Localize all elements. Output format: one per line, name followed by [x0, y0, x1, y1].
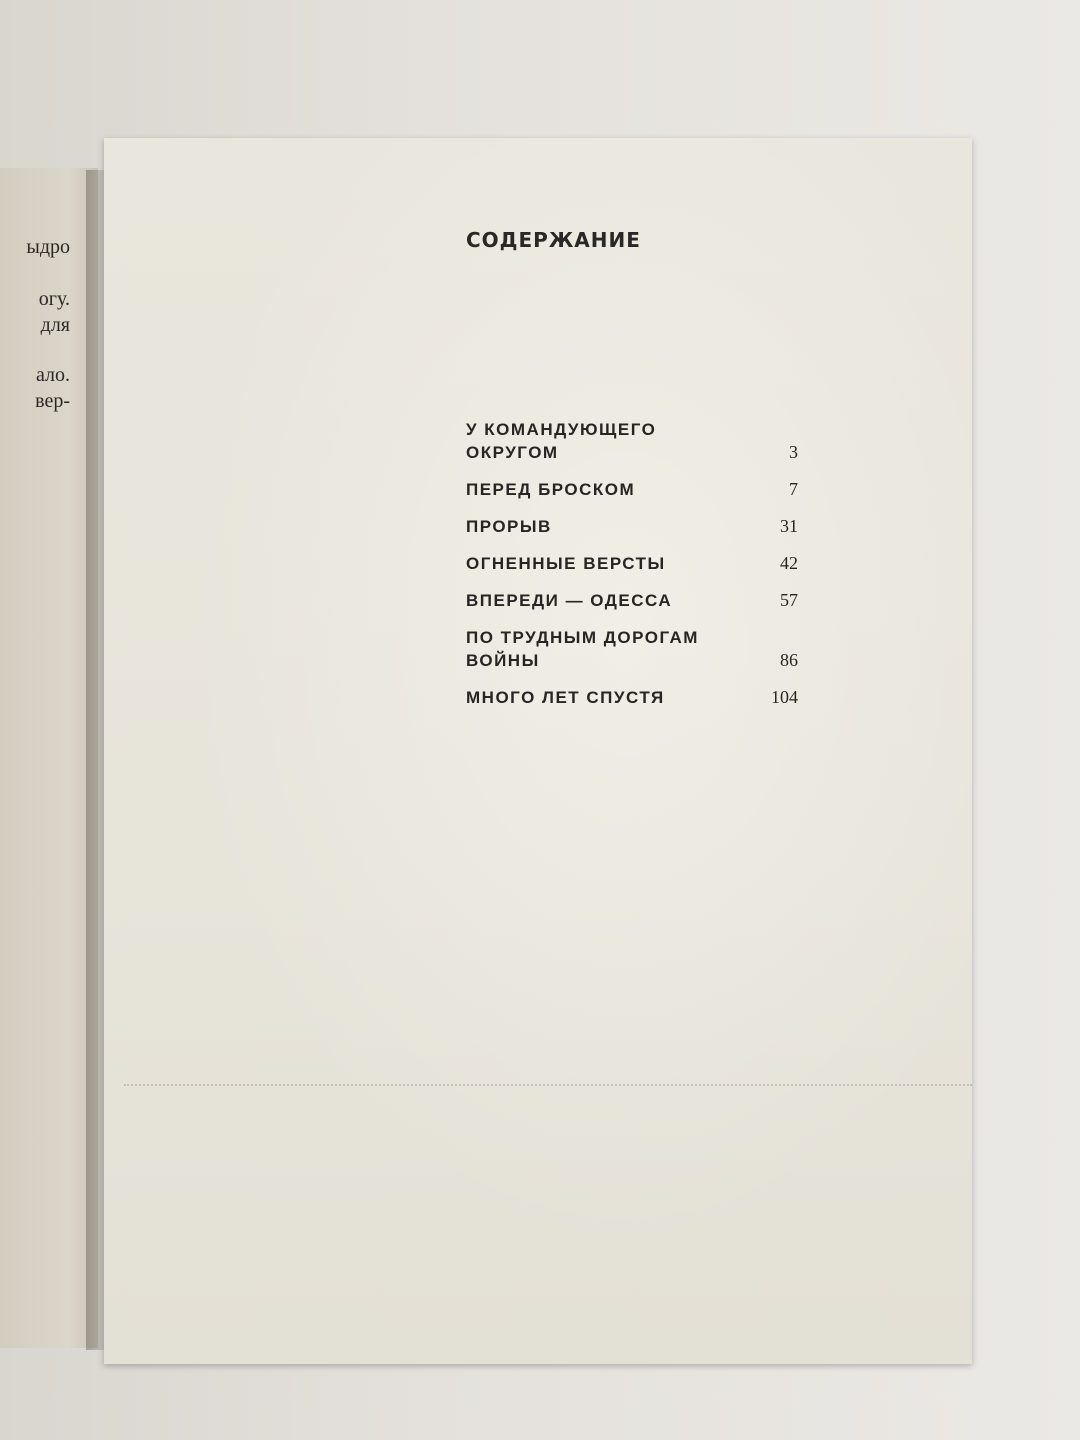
previous-page-text-line: ало. [35, 364, 70, 386]
toc-entry-page-number: 57 [780, 590, 798, 610]
contents-page [104, 138, 972, 1364]
toc-entry [466, 418, 798, 464]
toc-entry [466, 589, 798, 612]
toc-entry-page-number: 31 [780, 516, 798, 536]
toc-entry-page-number: 104 [771, 687, 798, 707]
page-title: СОДЕРЖАНИЕ [466, 228, 641, 252]
toc-entry [466, 552, 798, 575]
toc-entry-title: У КОМАНДУЮЩЕГО ОКРУГОМ [466, 420, 657, 462]
toc-entry-title: ПРОРЫВ [466, 517, 552, 536]
toc-entry-title: ОГНЕННЫЕ ВЕРСТЫ [466, 554, 666, 573]
previous-page-text-line: огу. [38, 288, 70, 310]
previous-page-text-line: ыдро [26, 236, 70, 258]
toc-entry [466, 686, 798, 709]
toc-entry-page-number: 3 [789, 442, 798, 462]
previous-page-edge [0, 168, 98, 1348]
toc-entry-title: ПЕРЕД БРОСКОМ [466, 480, 636, 499]
toc-entry-title: ВПЕРЕДИ — ОДЕССА [466, 591, 673, 610]
toc-entry-title: МНОГО ЛЕТ СПУСТЯ [466, 688, 665, 707]
toc-entry-page-number: 7 [789, 479, 798, 499]
previous-page-text-line: вер- [35, 390, 70, 412]
previous-page-text-line: для [40, 314, 70, 336]
toc-entry [466, 478, 798, 501]
toc-entry [466, 515, 798, 538]
toc-entry-page-number: 86 [780, 650, 798, 670]
table-of-contents [466, 418, 798, 723]
toc-entry-title: ПО ТРУДНЫМ ДОРОГАМ ВОЙНЫ [466, 628, 699, 670]
page-fold-line [124, 1084, 972, 1086]
toc-entry [466, 626, 798, 672]
toc-entry-page-number: 42 [780, 553, 798, 573]
